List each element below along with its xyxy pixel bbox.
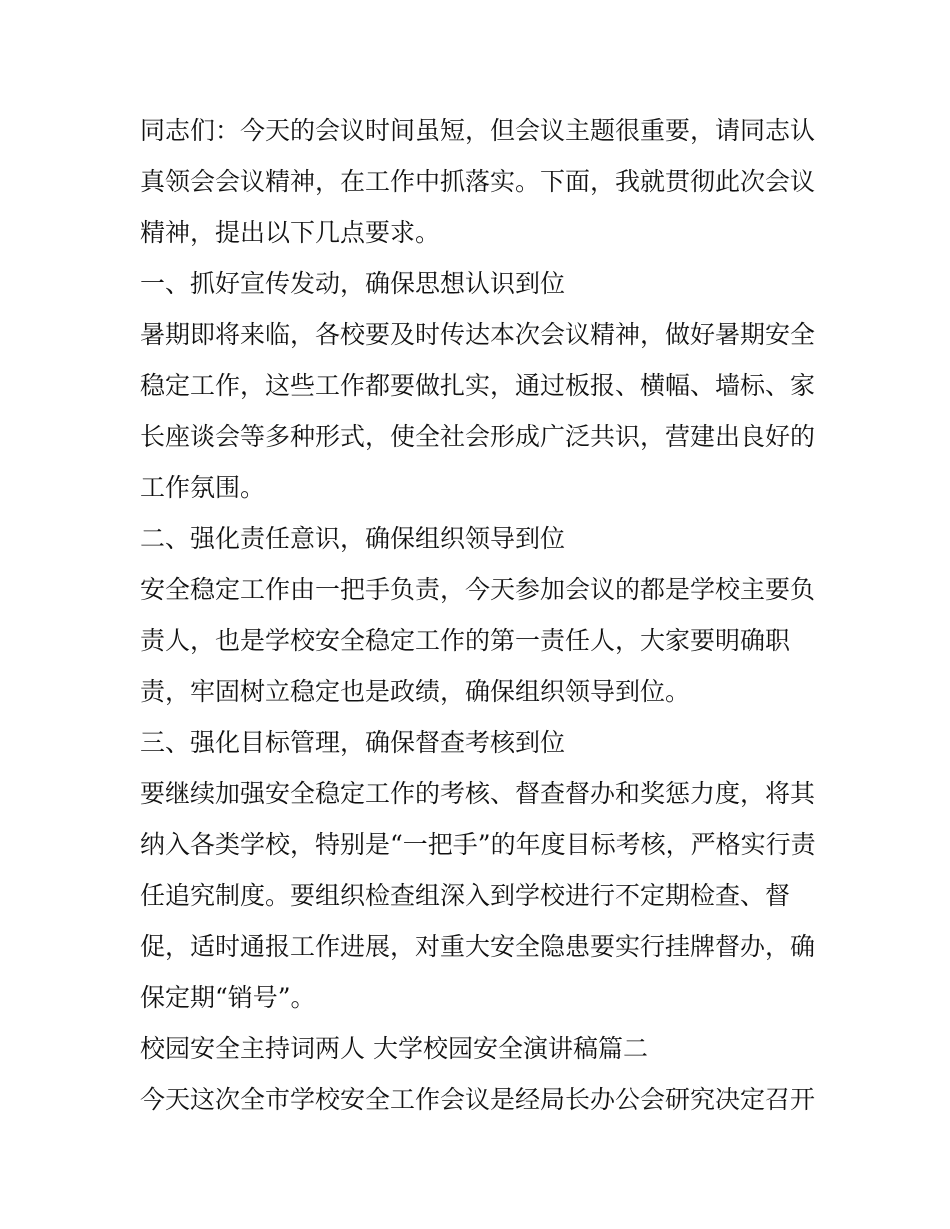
heading-section-1: 一、抓好宣传发动，确保思想认识到位 — [140, 269, 566, 298]
paragraph-opening: 同志们：今天的会议时间虽短，但会议主题很重要，请同志认 真领会会议精神，在工作中抓落实。下面，我就贯彻此次会议 精神，提出以下几点要求。 — [140, 116, 816, 247]
document-body — [140, 105, 820, 1125]
paragraph-article-2-start: 今天这次全市学校安全工作会议是经局长办公会研究决定召开 — [140, 1085, 816, 1114]
heading-section-3: 三、强化目标管理，确保督查考核到位 — [140, 728, 566, 757]
heading-article-2: 校园安全主持词两人 大学校园安全演讲稿篇二 — [140, 1034, 648, 1063]
paragraph-section-2: 安全稳定工作由一把手负责，今天参加会议的都是学校主要负 责人，也是学校安全稳定工作的第一责任人，大家要明确职 责，牢固树立稳定也是政绩，确保组织领导到位。 — [140, 575, 816, 706]
heading-section-2: 二、强化责任意识，确保组织领导到位 — [140, 524, 566, 553]
paragraph-section-1: 暑期即将来临，各校要及时传达本次会议精神，做好暑期安全 稳定工作，这些工作都要做扎实，通过板报、横幅、墙标、家 长座谈会等多种形式，使全社会形成广泛共识，营建出良好的 工作氛围。 — [140, 320, 816, 502]
paragraph-section-3: 要继续加强安全稳定工作的考核、督查督办和奖惩力度，将其 纳入各类学校，特别是“一把手”的年度目标考核，严格实行责 任追究制度。要组织检查组深入到学校进行不定期检查、督 促，适时通报工作进展，对重大安全隐患要实行挂牌督办，确 保定期“销号”。 — [140, 779, 816, 1012]
